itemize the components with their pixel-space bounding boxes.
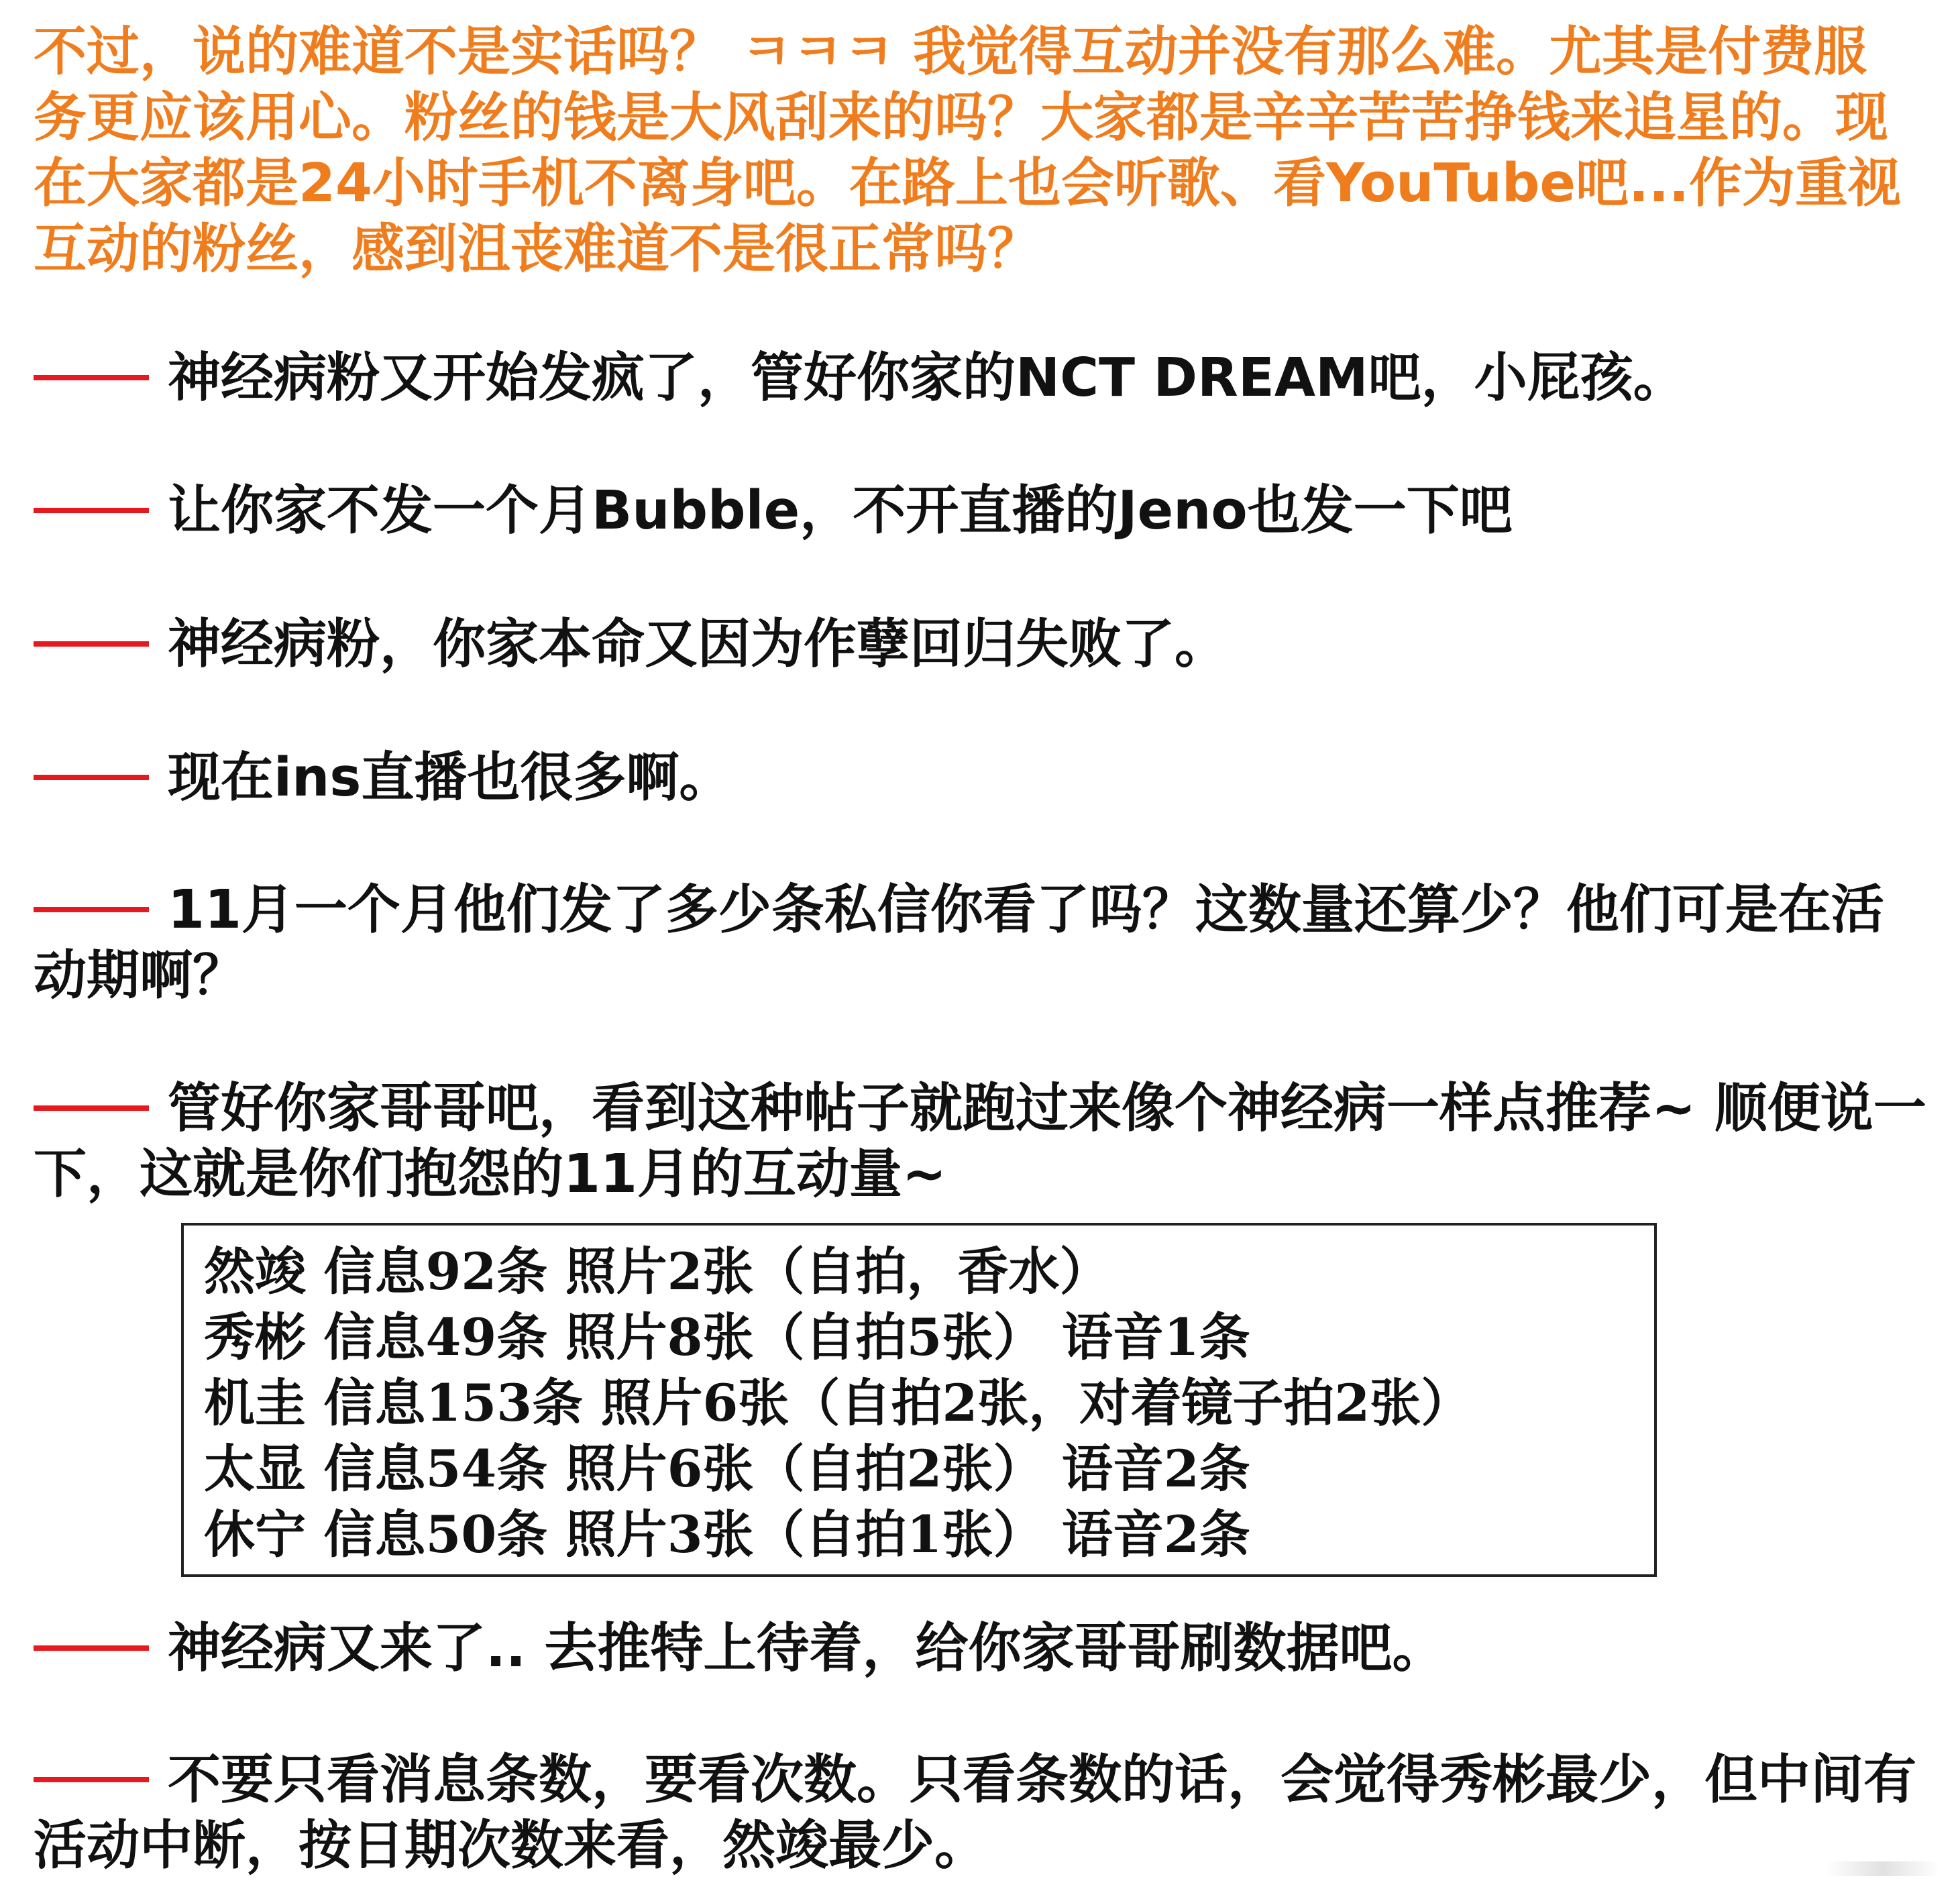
stats-line-hueningkai: 休宁 信息50条 照片3张（自拍1张） 语音2条 — [204, 1505, 1250, 1564]
comment-dash-marker — [34, 775, 149, 780]
stats-line-yeonjun: 然竣 信息92条 照片2张（自拍，香水） — [204, 1242, 1111, 1301]
stats-line-taehyun: 太显 信息54条 照片6张（自拍2张） 语音2条 — [204, 1439, 1250, 1499]
comment-dash-marker — [34, 907, 149, 912]
comment-text: 不要只看消息条数，要看次数。只看条数的话，会觉得秀彬最少，但中间有活动中断，按日期次数来看，然竣最少。 — [34, 1749, 1916, 1876]
comment-7 — [34, 1615, 1932, 1681]
comment-dash-marker — [34, 508, 149, 513]
comment-text: 让你家不发一个月Bubble，不开直播的Jeno也发一下吧 — [168, 480, 1513, 541]
stats-line-kihyun: 机圭 信息153条 照片6张（自拍2张，对着镜子拍2张） — [204, 1373, 1472, 1433]
comment-dash-marker — [34, 375, 149, 380]
comment-1 — [34, 345, 1932, 411]
faint-watermark — [1826, 1861, 1940, 1876]
comment-text: 现在ins直播也很多啊。 — [168, 747, 732, 808]
comment-dash-marker — [34, 1645, 149, 1651]
comment-dash-marker — [34, 1105, 149, 1111]
comment-dash-marker — [34, 1777, 149, 1782]
comment-dash-marker — [34, 641, 149, 647]
intro-paragraph: 不过，说的难道不是实话吗？ ㅋㅋㅋ 我觉得互动并没有那么难。尤其是付费服务更应该用心。粉丝的钱是大风刮来的吗？大家都是辛辛苦苦挣钱来追星的。现在大家都是24小时手机不离身吧。在路上也会听歌、看YouTube吧...作为重视互动的粉丝，感到沮丧难道不是很正常吗？ — [34, 21, 1902, 280]
comment-text: 11月一个月他们发了多少条私信你看了吗？这数量还算少？他们可是在活动期啊？ — [34, 879, 1884, 1006]
interaction-stats-box — [181, 1223, 1657, 1577]
comment-4 — [34, 745, 1932, 810]
comment-text: 管好你家哥哥吧，看到这种帖子就跑过来像个神经病一样点推荐~ 顺便说一下，这就是你们抱怨的11月的互动量~ — [34, 1077, 1926, 1205]
comment-text: 神经病粉又开始发疯了，管好你家的NCT DREAM吧，小屁孩。 — [168, 347, 1686, 409]
comment-8 — [34, 1747, 1932, 1878]
comment-6 — [34, 1075, 1932, 1207]
comment-3 — [34, 611, 1932, 677]
comment-2 — [34, 478, 1932, 543]
comment-text: 神经病又来了.. 去推特上待着，给你家哥哥刷数据吧。 — [168, 1617, 1446, 1679]
comment-text: 神经病粉，你家本命又因为作孽回归失败了。 — [168, 613, 1228, 675]
stats-line-soobin: 秀彬 信息49条 照片8张（自拍5张） 语音1条 — [204, 1307, 1250, 1367]
comment-5 — [34, 877, 1932, 1008]
